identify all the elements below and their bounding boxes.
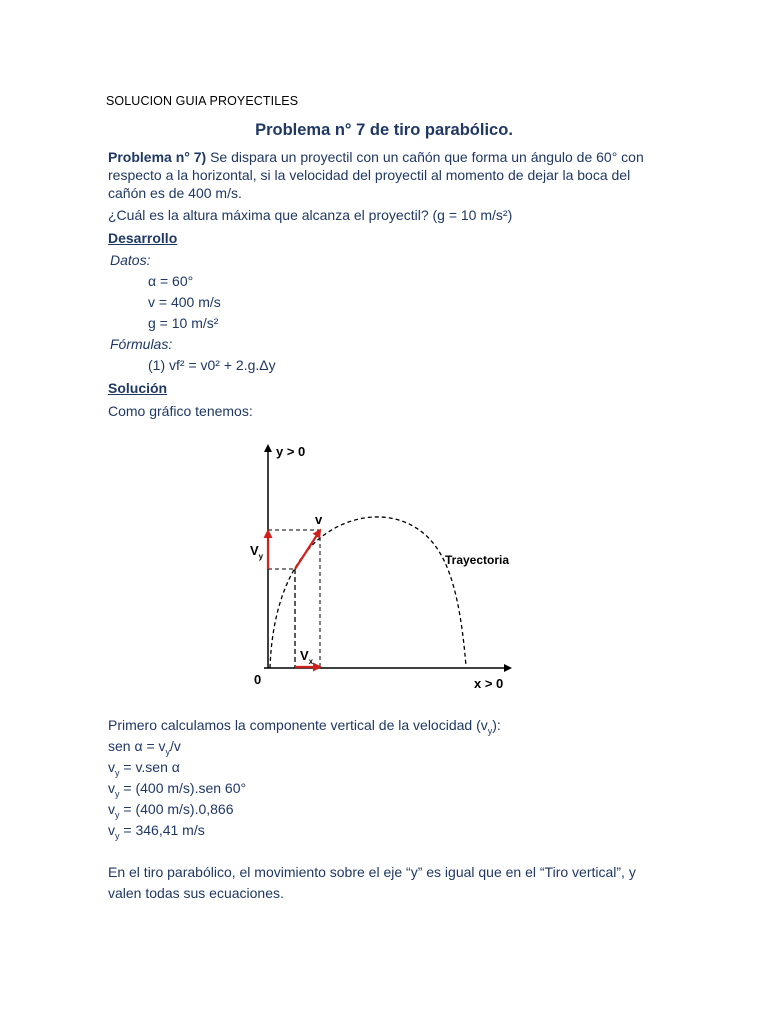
problem-question: ¿Cuál es la altura máxima que alcanza el proyectil? (g = 10 m/s²) <box>108 207 513 223</box>
trayectoria-label: Trayectoria <box>445 553 510 567</box>
dato-velocity: v = 400 m/s <box>148 294 221 310</box>
origin-label: 0 <box>254 672 262 687</box>
document-header: SOLUCION GUIA PROYECTILES <box>106 94 299 108</box>
como-grafico-text: Como gráfico tenemos: <box>108 403 253 419</box>
datos-label: Datos: <box>110 252 151 268</box>
vy-label: $V_y$ <box>250 543 264 561</box>
dato-alpha: α = 60° <box>148 273 194 289</box>
calc-line-2: $v_y = v.sen$ α <box>108 759 180 778</box>
solucion-heading: Solución <box>108 380 168 396</box>
v-label: v <box>315 512 323 527</box>
y-axis-label: y > 0 <box>276 444 306 459</box>
calc-intro: Primero calculamos la componente vertical de la velocidad $(v_y)$: <box>108 717 501 736</box>
problem-statement-line-3: cañón es de 400 m/s. <box>108 185 242 201</box>
conclusion-line-1: En el tiro parabólico, el movimiento sobre el eje “y” es igual que en el “Tiro vertical”, y <box>108 864 636 880</box>
calc-line-1: sen $\alpha = v_y/v$ <box>108 738 181 757</box>
conclusion-line-2: valen todas sus ecuaciones. <box>108 885 284 901</box>
dato-gravity: g = 10 m/s² <box>148 315 219 331</box>
problem-title: Problema n° 7 de tiro parabólico. <box>255 121 513 139</box>
calc-line-3: $v_y = (400$ m/s).sen 60° <box>108 780 247 799</box>
formulas-label: Fórmulas: <box>110 336 173 352</box>
calc-line-5: $v_y = 346,41$ m/s <box>108 822 205 841</box>
desarrollo-heading: Desarrollo <box>108 230 178 246</box>
vx-label: $V_x$ <box>300 648 314 666</box>
velocity-arrow <box>295 532 319 569</box>
trajectory-curve <box>270 517 466 668</box>
calc-line-4: $v_y = (400$ m/s).0,866 <box>108 801 234 820</box>
x-axis-label: x > 0 <box>474 676 504 691</box>
problem-statement-line-2: respecto a la horizontal, si la velocidad del proyectil al momento de dejar la boca del <box>108 167 631 183</box>
problem-statement-line-1: Problema n° 7) Se dispara un proyectil con un cañón que forma un ángulo de 60° con <box>108 149 644 165</box>
projectile-diagram <box>240 438 530 698</box>
problem-label: Problema n° 7) <box>108 149 207 165</box>
formula-1: (1) vf² = v0² + 2.g.Δy <box>148 357 276 373</box>
